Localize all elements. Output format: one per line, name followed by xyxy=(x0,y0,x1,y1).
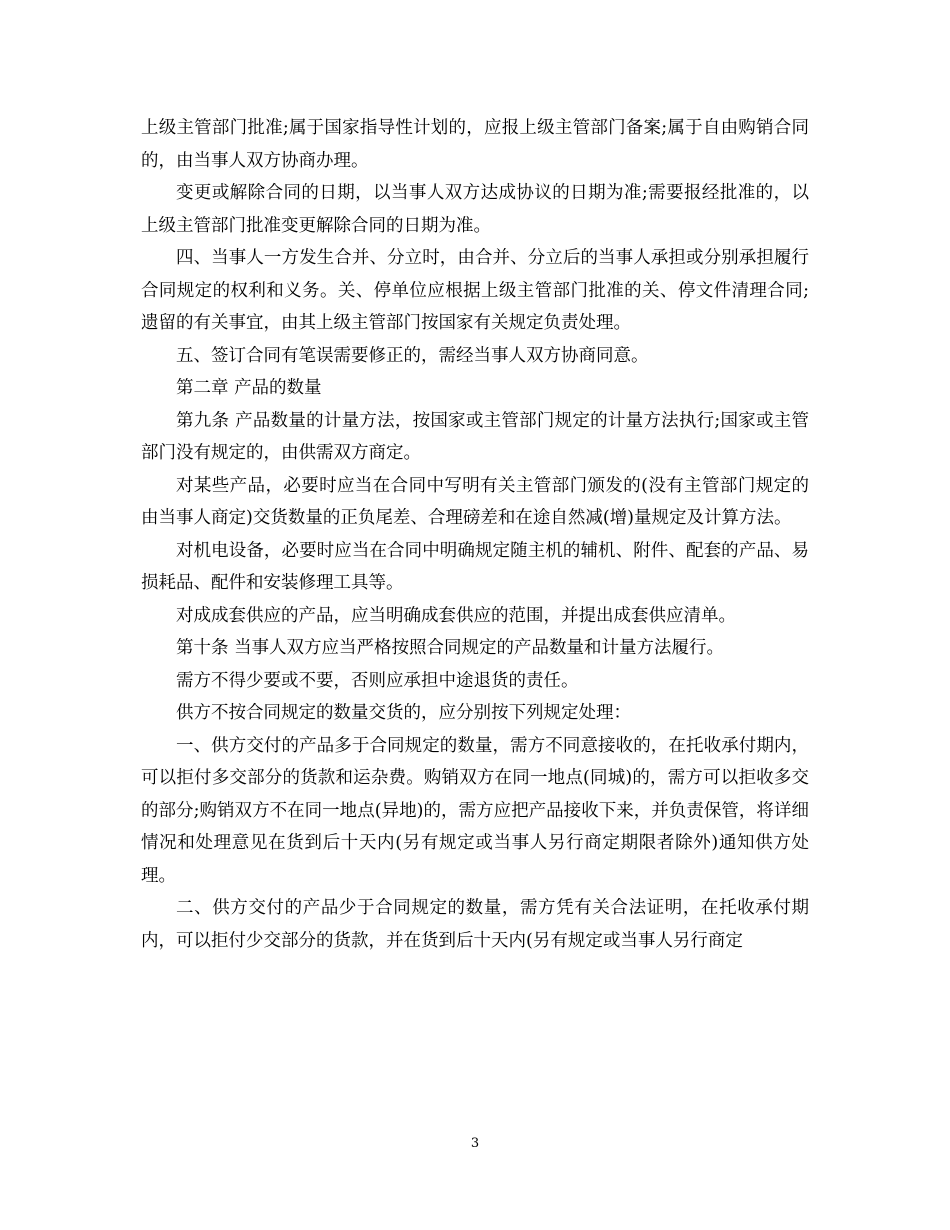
paragraph: 需方不得少要或不要，否则应承担中途退货的责任。 xyxy=(176,670,579,691)
paragraph: 对成成套供应的产品，应当明确成套供应的范围，并提出成套供应清单。 xyxy=(176,605,736,626)
page-number: 3 xyxy=(470,1136,480,1151)
paragraph: 二、供方交付的产品少于合同规定的数量，需方凭有关合法证明，在托收承付期内，可以拒付少交部分的货款，并在货到后十天内(另有规定或当事人另行商定 xyxy=(141,898,809,951)
paragraph: 变更或解除合同的日期，以当事人双方达成协议的日期为准;需要报经批准的，以上级主管部门批准变更解除合同的日期为准。 xyxy=(141,183,809,236)
paragraph: 第十条 当事人双方应当严格按照合同规定的产品数量和计量方法履行。 xyxy=(176,638,725,658)
document-body xyxy=(141,112,809,957)
paragraph: 上级主管部门批准;属于国家指导性计划的，应报上级主管部门备案;属于自由购销合同的，由当事人双方协商办理。 xyxy=(141,118,809,171)
paragraph: 第九条 产品数量的计量方法，按国家或主管部门规定的计量方法执行;国家或主管部门没有规定的，由供需双方商定。 xyxy=(141,410,809,463)
paragraph: 五、签订合同有笔误需要修正的，需经当事人双方协商同意。 xyxy=(176,345,649,366)
paragraph: 四、当事人一方发生合并、分立时，由合并、分立后的当事人承担或分别承担履行合同规定的权利和义务。关、停单位应根据上级主管部门批准的关、停文件清理合同;遗留的有关事宜，由其上级主管部门按国家有关规定负责处理。 xyxy=(141,248,809,333)
paragraph: 供方不按合同规定的数量交货的，应分别按下列规定处理： xyxy=(176,703,631,723)
paragraph: 第二章 产品的数量 xyxy=(176,378,322,398)
paragraph: 一、供方交付的产品多于合同规定的数量，需方不同意接收的，在托收承付期内，可以拒付多交部分的货款和运杂费。购销双方在同一地点(同城)的，需方可以拒收多交的部分;购销双方不在同一地点(异地)的，需方应把产品接收下来，并负责保管，将详细情况和处理意见在货到后十天内(另有规定或当事人另行商定期限者除外)通知供方处理。 xyxy=(141,735,809,886)
paragraph: 对某些产品，必要时应当在合同中写明有关主管部门颁发的(没有主管部门规定的由当事人商定)交货数量的正负尾差、合理磅差和在途自然减(增)量规定及计算方法。 xyxy=(141,475,809,528)
paragraph: 对机电设备，必要时应当在合同中明确规定随主机的辅机、附件、配套的产品、易损耗品、配件和安装修理工具等。 xyxy=(141,540,809,593)
